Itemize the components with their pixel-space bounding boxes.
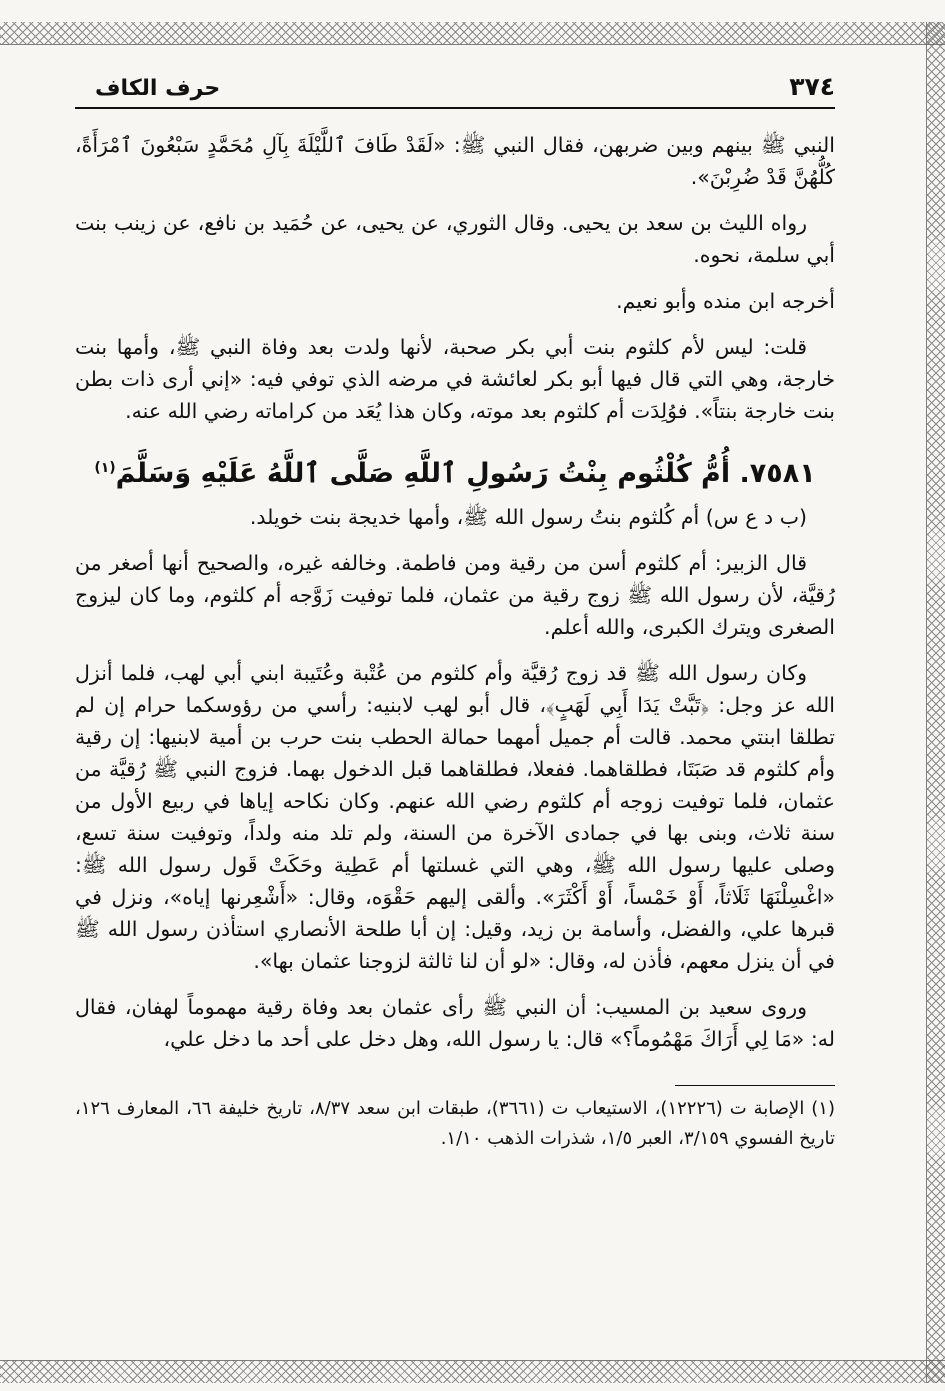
- paragraph: رواه الليث بن سعد بن يحيى. وقال الثوري، عن يحيى، عن حُمَيد بن نافع، عن زينب بنت أبي سلمة، نحوه.: [75, 211, 835, 267]
- entry-title: [75, 449, 835, 493]
- paragraph: النبي ﷺ بينهم وبين ضربهن، فقال النبي ﷺ: «لَقَدْ طَافَ ٱللَّيْلَةَ بِآلِ مُحَمَّدٍ سَبْعُونَ ٱمْرَأَةً، كُلُّهُنَّ قَدْ ضُرِبْنَ».: [75, 133, 835, 189]
- paragraph: وكان رسول الله ﷺ قد زوج رُقيَّة وأم كلثوم من عُتْبة وعُتَيبة ابني أبي لهب، فلما أنزل الله عز وجل: ﴿تَبَّتْ يَدَا أَبِي لَهَبٍ﴾، قال أبو لهب لابنيه: رأسي من رؤوسكما حرام إن لم تطلقا ابنتي محمد. قالت أم جميل أمهما حمالة الحطب بنت حرب بن أمية لابنيها: إن رقية وأم كلثوم قد صَبَتَا، فطلقاهما. ففعلا، فطلقاهما قبل الدخول بهما. فزوج النبي ﷺ رُقيَّة من عثمان، فلما توفيت زوجه أم كلثوم رضي الله عنهم. وكان نكاحه إياها في ربيع الأول من سنة ثلاث، وبنى بها في جمادى الآخرة من السنة، ولم تلد منه ولداً، وتوفيت سنة تسع، وصلى عليها رسول الله ﷺ، وهي التي غسلتها أم عَطِية وحَكَتْ قَول رسول الله ﷺ: «اغْسِلْنَهَا ثَلَاثاً، أَوْ خَمْساً، أَوْ أَكْثَرَ». وألقى إليهم حَقْوَه، وقال: «أَشْعِرنها إياه»، ونزل في قبرها علي، والفضل، وأسامة بن زيد، وقيل: إن أبا طلحة الأنصاري استأذن رسول الله ﷺ في أن ينزل معهم، فأذن له، وقال: «لو أن لنا ثالثة لزوجنا عثمان بها».: [75, 661, 835, 973]
- book-page: [75, 72, 835, 1154]
- footnotes: [75, 1094, 835, 1154]
- paragraph: قال الزبير: أم كلثوم أسن من رقية ومن فاطمة. وخالفه غيره، والصحيح أنها أصغر من رُقيَّة، لأن رسول الله ﷺ زوج رقية من عثمان، فلما توفيت زَوَّجه أم كلثوم، وما كان ليزوج الصغرى ويترك الكبرى، والله أعلم.: [75, 551, 835, 639]
- footnote-divider: [675, 1085, 835, 1086]
- footnote-reference: (١): [94, 460, 116, 476]
- decorative-border-bottom: [0, 1360, 945, 1383]
- paragraph: قلت: ليس لأم كلثوم بنت أبي بكر صحبة، لأنها ولدت بعد وفاة النبي ﷺ، وأمها بنت خارجة، وهي التي قال فيها أبو بكر لعائشة في مرضه الذي توفي فيه: «إني أرى ذات بطن بنت خارجة بنتاً». فوُلِدَت أم كلثوم بعد موته، وكان هذا يُعَد من كراماته رضي الله عنه.: [75, 335, 835, 423]
- entry-title-text: ٧٥٨١. أُمُّ كُلْثُوم بِنْتُ رَسُولِ ٱللَّهِ صَلَّى ٱللَّهُ عَلَيْهِ وَسَلَّمَ: [115, 458, 816, 489]
- section-name: حرف الكاف: [95, 76, 221, 101]
- paragraph: أخرجه ابن منده وأبو نعيم.: [616, 289, 835, 313]
- paragraph: (ب د ع س) أم كُلثوم بنتُ رسول الله ﷺ، وأمها خديجة بنت خويلد.: [249, 505, 807, 529]
- decorative-border-top: [0, 22, 945, 45]
- decorative-border-right: [926, 22, 945, 1383]
- page-header: [75, 72, 835, 109]
- page-number: ٣٧٤: [789, 72, 835, 101]
- footnote: (١) الإصابة ت (١٢٢٢٦)، الاستيعاب ت (٣٦٦١)، طبقات ابن سعد ٨/٣٧، تاريخ خليفة ٦٦، المعارف ١٢٦، تاريخ الفسوي ٣/١٥٩، العبر ١/٥، شذرات الذهب ١/١٠.: [75, 1098, 835, 1149]
- paragraph: وروى سعيد بن المسيب: أن النبي ﷺ رأى عثمان بعد وفاة رقية مهموماً لهفان، فقال له: «مَا لِي أَرَاكَ مَهْمُوماً؟» قال: يا رسول الله، وهل دخل على أحد ما دخل علي،: [75, 995, 835, 1051]
